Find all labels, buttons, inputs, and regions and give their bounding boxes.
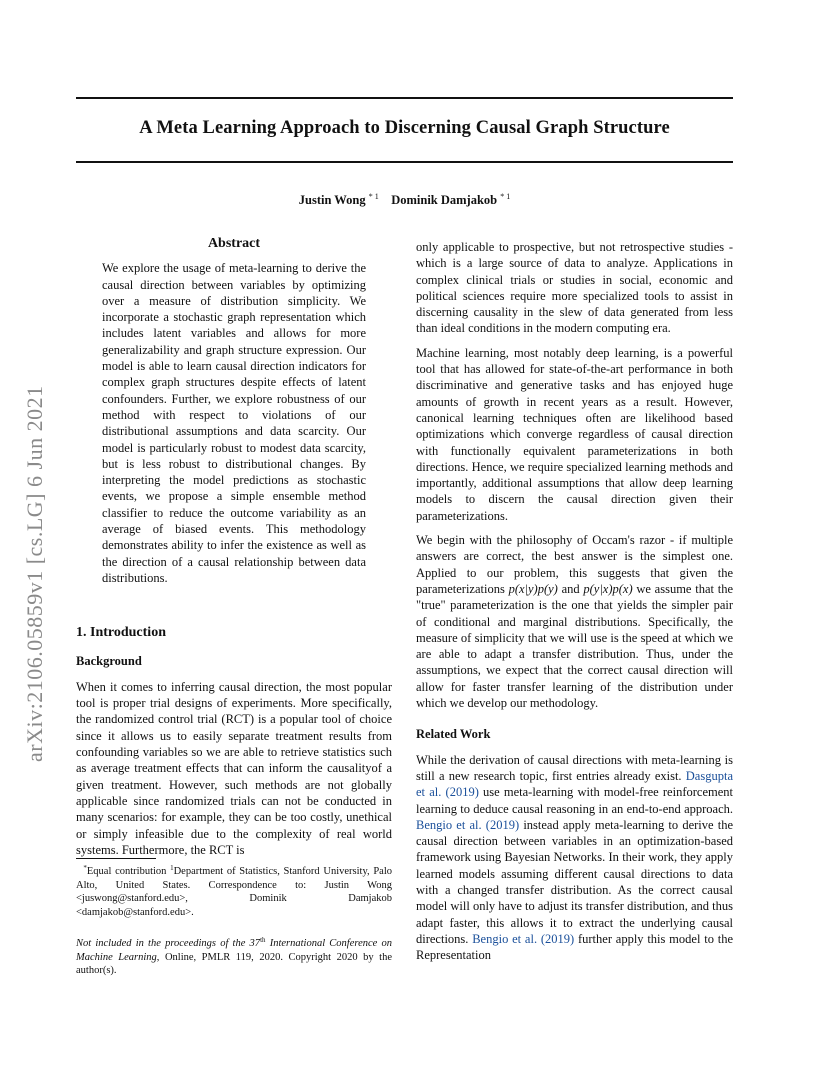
abstract-heading: Abstract	[207, 236, 261, 251]
author-name: Dominik Damjakob	[391, 193, 498, 207]
abstract-text: We explore the usage of meta-learning to derive the causal direction between variables by optimizing over a measure of distribution simplicity. We incorporate a stochastic graph representation which includes latent variables and allows for more generalizability and graph structure expression. Our model is able to learn causal direction indicators for complex graph structures despite effects of latent confounders. Further, we explore robustness of our method with respect to violations of our distributional assumptions and data scarcity. Our model is particularly robust to modest data scarcity, but is less robust to distributional changes. By interpreting the model predictions as stochastic events, we propose a simple ensemble method classifier to reduce the outcome variability as an average of biased events. This methodology demonstrates ability to infer the existence as well as the direction of a causal relationship between data distributions.	[102, 261, 366, 585]
text-run: we assume that the "true" parameterization is the one that yields the simpler pair of conditional and marginal distributions. Specifically, the measure of simplicity that we will use is the speed at which we are able to adapt a transfer distribution. Thus, under the assumptions, we expect that the correct causal direction will allow for faster transfer learning of the distribution under which we develop our methodology.	[416, 581, 733, 711]
footnote-mark: 1	[170, 864, 174, 872]
arxiv-identifier: arXiv:2106.05859v1 [cs.LG] 6 Jun 2021	[22, 385, 47, 762]
conference-footnote	[76, 934, 392, 978]
section-heading-introduction: 1. Introduction	[76, 625, 166, 641]
text-run: We begin with the philosophy of Occam's razor - if multiple answers are correct, the best answer is the simplest one. Applied to our problem, this suggests that given the parameterizations	[416, 533, 733, 596]
text-run: Department of Statistics, Stanford University, Palo Alto, United States. Correspondence to: Justin Wong <juswong@stanford.edu>, Dominik Damjakob <damjakob@stanford.edu>.	[76, 866, 392, 918]
footnote-mark: *	[83, 864, 87, 872]
title-top-rule	[76, 97, 733, 99]
left-column	[76, 236, 392, 858]
text-run: While the derivation of causal directions with meta-learning is still a new research topic, first entries already exist.	[416, 752, 733, 783]
introduction-paragraph: When it comes to inferring causal direction, the most popular tool is proper trial designs of experiments. More specifically, the randomized control trial (RCT) is a popular tool of choice since it allows us to easily separate treatment results from confounding variables so we are able to retrieve statistics such as average treatment effects that can inform the causalityof a given treatment. However, such methods are not globally applicable since randomized trials can not be conducted in many scenarios: for example, they can be too costly, unethical or simply infeasible due to the complexity of real world systems. Furthermore, the RCT is	[76, 679, 392, 857]
subheading-related-work: Related Work	[416, 727, 491, 742]
subheading-background: Background	[76, 653, 142, 668]
affiliation-footnote	[76, 862, 392, 919]
text-run: further apply this model to the Representation	[416, 931, 733, 963]
right-column	[416, 239, 733, 963]
text-run: instead apply meta-learning to derive the causal direction between variables in an optimization-based framework using Bayesian Networks. In their work, they apply learned models assuming different causal directions to data with a changed transfer distribution. As the correct causal model will only have to adjust its transfer distribution, and thus adapt faster, this allows it to extract the underlying causal directions.	[416, 817, 734, 946]
author-name: Justin Wong	[298, 193, 366, 207]
text-run: International Conference on Machine Learning	[76, 938, 392, 963]
author-affiliation-mark: * 1	[368, 192, 379, 201]
paper-title: A Meta Learning Approach to Discerning Causal Graph Structure	[139, 118, 670, 138]
text-run: Equal contribution	[86, 866, 171, 877]
citation-link[interactable]: Dasgupta et al. (2019)	[416, 768, 733, 800]
title-bottom-rule	[76, 161, 733, 163]
body-paragraph: Machine learning, most notably deep learning, is a powerful tool that has allowed for state-of-the-art performance in both discriminative and generative tasks and has enjoyed huge amounts of growth in recent years as a result. However, canonical learning techniques often are likelihood based optimizations which converge regardless of causal direction with functionally equivalent parameterizations in both directions. Hence, we require specialized learning methods and importantly, additional assumptions that allow deep learning models to discern the causal direction given their parameterizations.	[416, 345, 733, 523]
footnote-rule	[76, 858, 156, 859]
text-run: Not included in the proceedings of the 37	[76, 938, 261, 949]
author-list	[76, 192, 733, 208]
body-paragraph-occam	[416, 532, 733, 711]
related-work-paragraph	[416, 752, 733, 964]
superscript: th	[260, 936, 266, 944]
text-run: use meta-learning with model-free reinforcement learning to deduce causal reasoning in an end-to-end approach.	[416, 785, 733, 816]
author-affiliation-mark: * 1	[500, 192, 511, 201]
body-paragraph: only applicable to prospective, but not retrospective studies - which is a large source of data to analyze. Applications in complex clinical trials or studies in social, economic and political sciences require more specialized tools to assist in discerning causality in the slew of data generated from less than ideal conditions in the modern computing era.	[416, 240, 733, 336]
text-run: and	[557, 581, 584, 596]
math-expression: p(x|y)p(y)	[508, 581, 558, 596]
math-expression: p(y|x)p(x)	[583, 581, 633, 596]
text-run: , Online, PMLR 119, 2020. Copyright 2020 by the author(s).	[76, 951, 392, 976]
citation-link[interactable]: Bengio et al. (2019)	[416, 817, 520, 832]
footnotes	[76, 862, 392, 978]
citation-link[interactable]: Bengio et al. (2019)	[472, 931, 575, 946]
